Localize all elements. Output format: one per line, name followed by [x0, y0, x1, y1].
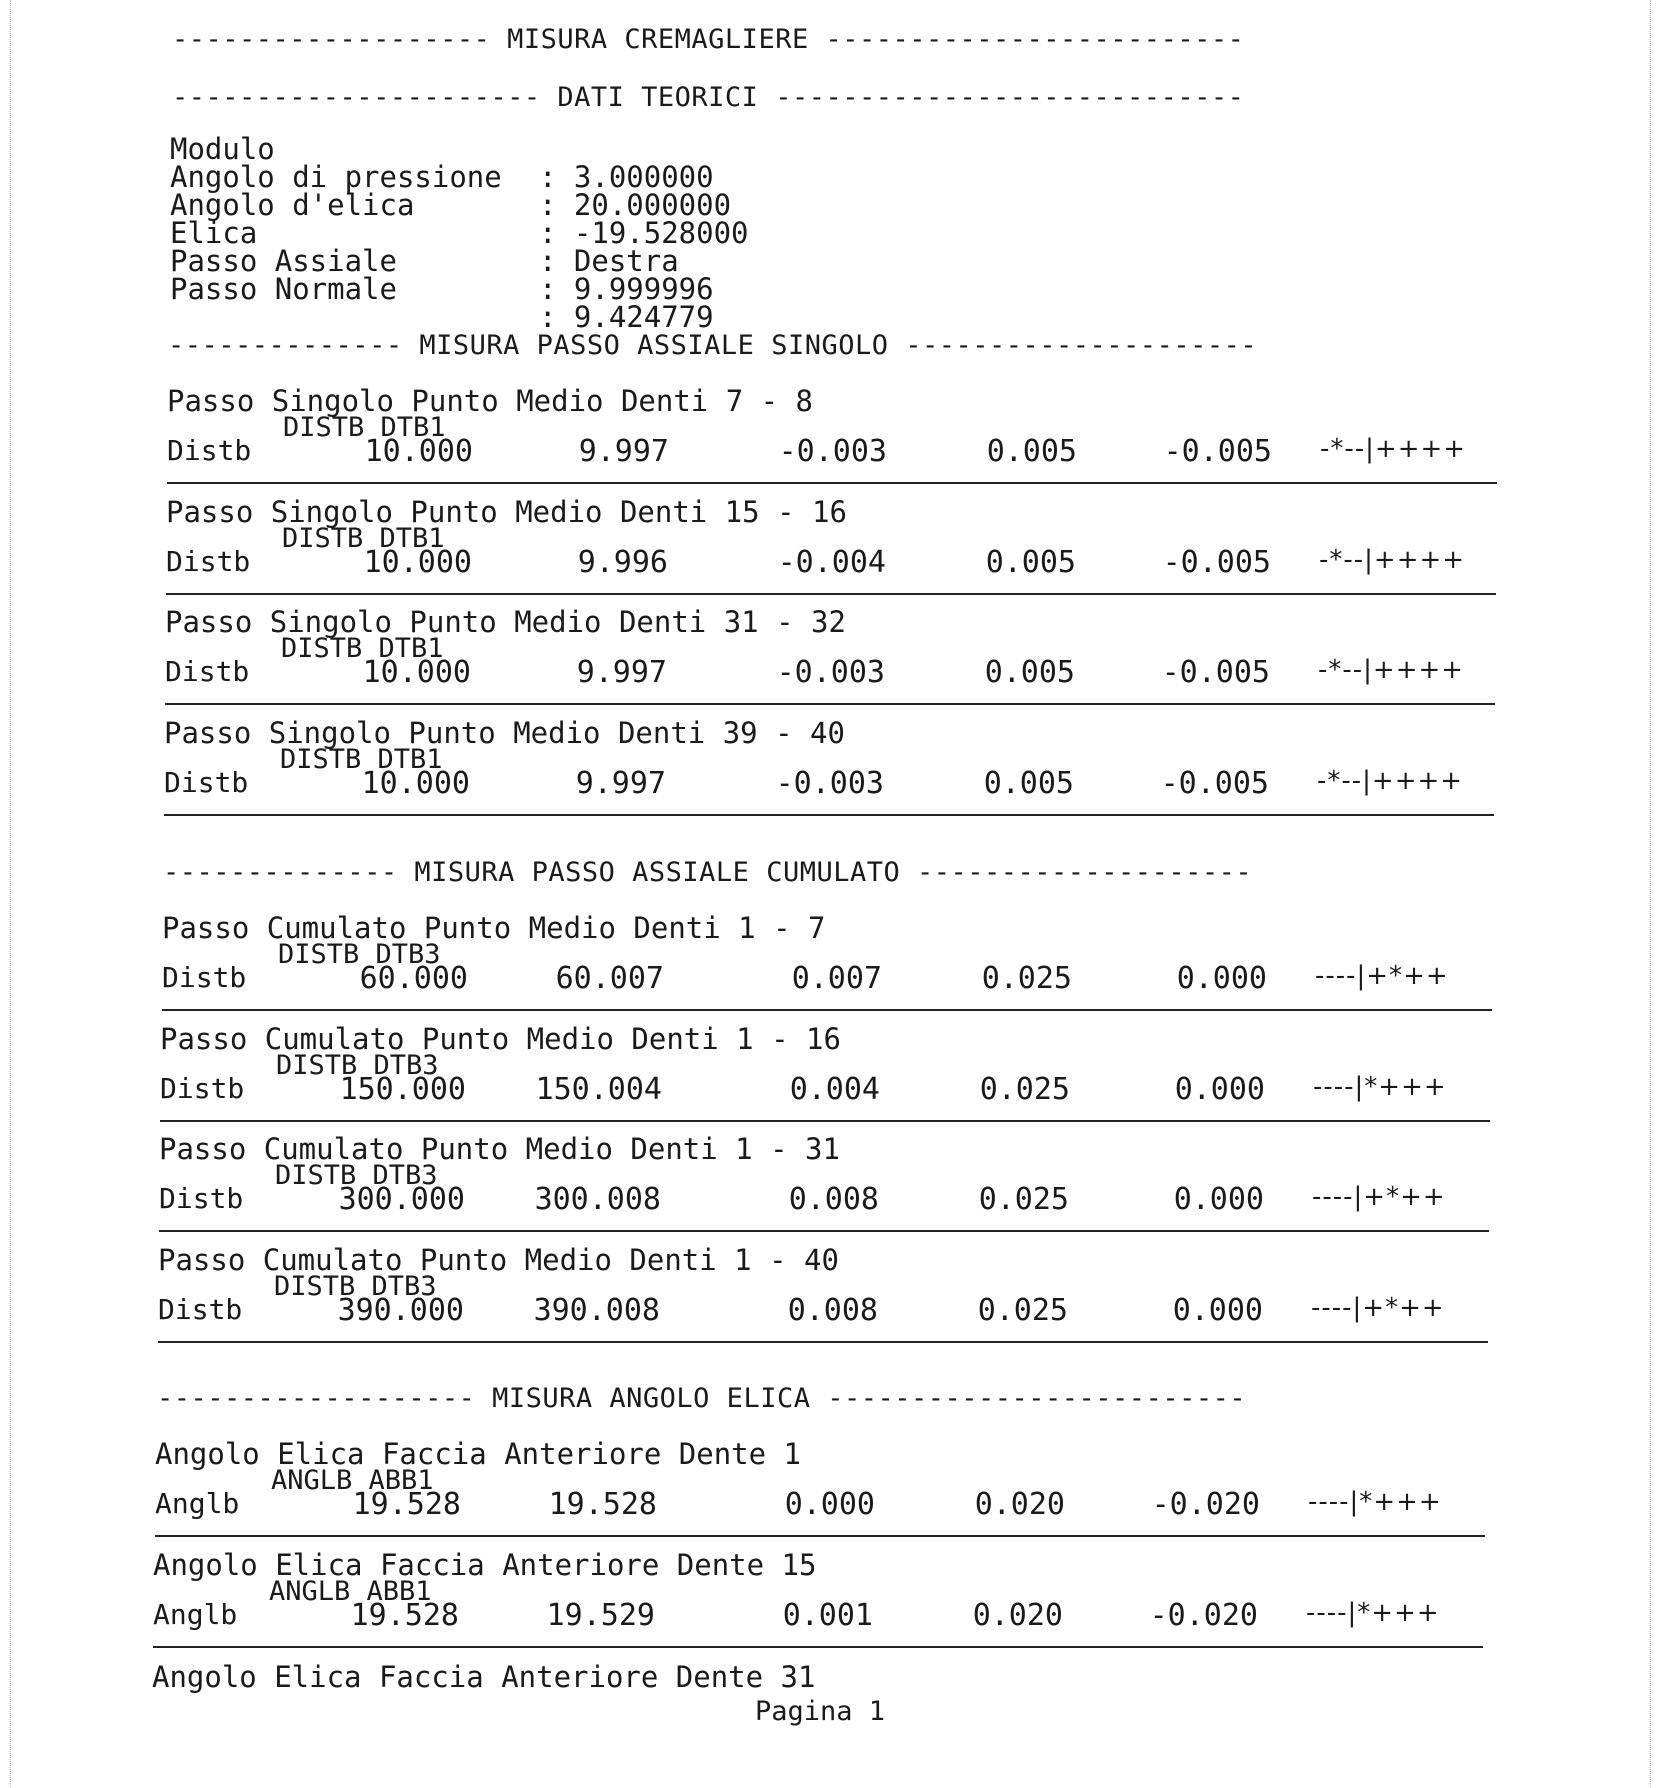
row-label: Distb: [158, 1293, 243, 1326]
tolerance-bar: -*--|++++: [1317, 766, 1464, 796]
measurement-code: ANGLB ABB1: [271, 1465, 434, 1496]
measured-value: 19.529: [546, 1598, 655, 1633]
divider: [159, 1230, 1489, 1232]
row-label: Anglb: [155, 1487, 240, 1520]
deviation-value: -0.004: [777, 545, 886, 580]
measured-value: 9.996: [577, 545, 668, 580]
measurement-title: Passo Cumulato Punto Medio Denti 1 - 40: [158, 1243, 839, 1277]
lower-tolerance: -0.020: [1149, 1598, 1258, 1633]
page-number: Pagina 1: [755, 1696, 886, 1727]
deviation-value: 0.008: [787, 1293, 878, 1328]
lower-tolerance: -0.005: [1162, 545, 1271, 580]
upper-tolerance: 0.025: [977, 1293, 1068, 1328]
header-angolo-elica: ------------------- MISURA ANGOLO ELICA -------------------------: [157, 1383, 1247, 1414]
row-label: Distb: [159, 1182, 244, 1215]
upper-tolerance: 0.005: [985, 545, 1076, 580]
row-label: Distb: [164, 766, 249, 799]
scan-edge-left: [10, 0, 12, 1788]
row-label: Distb: [166, 545, 251, 578]
nominal-value: 10.000: [361, 766, 470, 801]
divider: [167, 482, 1497, 484]
measurement-title: Passo Cumulato Punto Medio Denti 1 - 31: [159, 1132, 840, 1166]
nominal-value: 10.000: [363, 545, 472, 580]
deviation-value: 0.000: [784, 1487, 875, 1522]
upper-tolerance: 0.020: [972, 1598, 1063, 1633]
measured-value: 390.008: [533, 1293, 660, 1328]
measured-value: 60.007: [555, 961, 664, 996]
measurement-row: [158, 1293, 1488, 1333]
nominal-value: 60.000: [359, 961, 468, 996]
nominal-value: 19.528: [350, 1598, 459, 1633]
kv-key: Angolo di pressione: [170, 160, 502, 194]
lower-tolerance: -0.005: [1161, 655, 1270, 690]
kv-value: : 9.424779: [539, 300, 714, 334]
tolerance-bar: ----|+*++: [1311, 1293, 1445, 1323]
measurement-title: Passo Singolo Punto Medio Denti 31 - 32: [165, 605, 846, 639]
measurement-row: [165, 655, 1495, 695]
row-label: Distb: [165, 655, 250, 688]
divider: [164, 814, 1494, 816]
measurement-code: DISTB DTB1: [283, 412, 446, 443]
measurement-code: DISTB DTB1: [281, 633, 444, 664]
upper-tolerance: 0.005: [986, 434, 1077, 469]
divider: [160, 1120, 1490, 1122]
kv-key: Passo Assiale: [170, 244, 397, 278]
measurement-title: Angolo Elica Faccia Anteriore Dente 31: [152, 1660, 816, 1694]
lower-tolerance: 0.000: [1176, 961, 1267, 996]
tolerance-bar: -*--|++++: [1319, 545, 1466, 575]
nominal-value: 10.000: [364, 434, 473, 469]
lower-tolerance: 0.000: [1172, 1293, 1263, 1328]
measurement-title: Passo Singolo Punto Medio Denti 15 - 16: [166, 495, 847, 529]
kv-value: : 20.000000: [539, 188, 732, 222]
measurement-row: [160, 1072, 1490, 1112]
measured-value: 9.997: [575, 766, 666, 801]
divider: [162, 1009, 1492, 1011]
measured-value: 300.008: [534, 1182, 661, 1217]
divider: [153, 1646, 1483, 1648]
header-dati-teorici: ---------------------- DATI TEORICI ----------------------------: [172, 82, 1245, 113]
nominal-value: 390.000: [337, 1293, 464, 1328]
row-label: Anglb: [153, 1598, 238, 1631]
measurement-title: Passo Cumulato Punto Medio Denti 1 - 16: [160, 1022, 841, 1056]
nominal-value: 19.528: [352, 1487, 461, 1522]
tolerance-bar: ----|*+++: [1306, 1598, 1440, 1628]
kv-key: Angolo d'elica: [170, 188, 415, 222]
measurement-title: Angolo Elica Faccia Anteriore Dente 15: [153, 1548, 817, 1582]
deviation-value: -0.003: [775, 766, 884, 801]
deviation-value: 0.001: [782, 1598, 873, 1633]
deviation-value: -0.003: [776, 655, 885, 690]
measured-value: 9.997: [578, 434, 669, 469]
kv-key: Passo Normale: [170, 272, 397, 306]
tolerance-bar: ----|*+++: [1308, 1487, 1442, 1517]
lower-tolerance: -0.020: [1151, 1487, 1260, 1522]
measurement-row: [164, 766, 1494, 806]
measurement-title: Passo Singolo Punto Medio Denti 39 - 40: [164, 716, 845, 750]
kv-value: : Destra: [539, 244, 679, 278]
lower-tolerance: 0.000: [1174, 1072, 1265, 1107]
kv-key: Modulo: [170, 132, 275, 166]
lower-tolerance: 0.000: [1173, 1182, 1264, 1217]
upper-tolerance: 0.005: [983, 766, 1074, 801]
nominal-value: 300.000: [338, 1182, 465, 1217]
measurement-row: [166, 545, 1496, 585]
measured-value: 9.997: [576, 655, 667, 690]
upper-tolerance: 0.025: [979, 1072, 1070, 1107]
divider: [155, 1535, 1485, 1537]
lower-tolerance: -0.005: [1163, 434, 1272, 469]
measurement-code: DISTB DTB3: [274, 1271, 437, 1302]
row-label: Distb: [160, 1072, 245, 1105]
upper-tolerance: 0.005: [984, 655, 1075, 690]
deviation-value: 0.004: [789, 1072, 880, 1107]
measurement-code: DISTB DTB3: [278, 939, 441, 970]
measurement-code: DISTB DTB1: [280, 744, 443, 775]
measurement-row: [153, 1598, 1483, 1638]
header-passo-singolo: -------------- MISURA PASSO ASSIALE SINGOLO ---------------------: [168, 330, 1258, 361]
divider: [158, 1341, 1488, 1343]
scan-edge-right: [1650, 0, 1652, 1788]
upper-tolerance: 0.025: [981, 961, 1072, 996]
tolerance-bar: ----|+*++: [1312, 1182, 1446, 1212]
measurement-code: DISTB DTB3: [275, 1160, 438, 1191]
tolerance-bar: ----|+*++: [1315, 961, 1449, 991]
measurement-row: [155, 1487, 1485, 1527]
measurement-title: Passo Singolo Punto Medio Denti 7 - 8: [167, 384, 814, 418]
measurement-code: DISTB DTB3: [276, 1050, 439, 1081]
kv-value: : -19.528000: [539, 216, 749, 250]
measurement-title: Passo Cumulato Punto Medio Denti 1 - 7: [162, 911, 826, 945]
measurement-code: ANGLB ABB1: [269, 1576, 432, 1607]
kv-value: : 9.999996: [539, 272, 714, 306]
lower-tolerance: -0.005: [1160, 766, 1269, 801]
row-label: Distb: [162, 961, 247, 994]
deviation-value: 0.008: [788, 1182, 879, 1217]
header-passo-cumulato: -------------- MISURA PASSO ASSIALE CUMULATO --------------------: [163, 857, 1253, 888]
divider: [166, 593, 1496, 595]
nominal-value: 10.000: [362, 655, 471, 690]
header-misura-cremagliere: ------------------- MISURA CREMAGLIERE -------------------------: [172, 24, 1245, 55]
upper-tolerance: 0.020: [974, 1487, 1065, 1522]
upper-tolerance: 0.025: [978, 1182, 1069, 1217]
divider: [165, 703, 1495, 705]
row-label: Distb: [167, 434, 252, 467]
tolerance-bar: -*--|++++: [1320, 434, 1467, 464]
measurement-title: Angolo Elica Faccia Anteriore Dente 1: [155, 1437, 802, 1471]
deviation-value: 0.007: [791, 961, 882, 996]
measured-value: 150.004: [535, 1072, 662, 1107]
measurement-code: DISTB DTB1: [282, 523, 445, 554]
measurement-row: [167, 434, 1497, 474]
measurement-row: [162, 961, 1492, 1001]
kv-key: Elica: [170, 216, 258, 250]
kv-value: : 3.000000: [539, 160, 714, 194]
deviation-value: -0.003: [778, 434, 887, 469]
measurement-row: [159, 1182, 1489, 1222]
measured-value: 19.528: [548, 1487, 657, 1522]
nominal-value: 150.000: [339, 1072, 466, 1107]
tolerance-bar: -*--|++++: [1318, 655, 1465, 685]
tolerance-bar: ----|*+++: [1313, 1072, 1447, 1102]
